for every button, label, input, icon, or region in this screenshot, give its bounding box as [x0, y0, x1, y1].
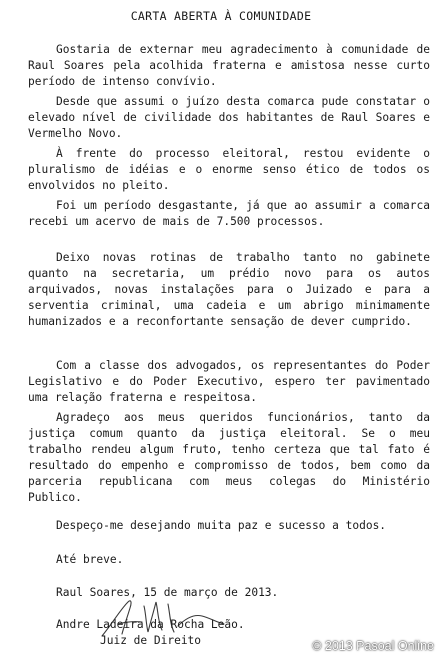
copyright-watermark: © 2013 Pasoal Online	[312, 639, 434, 653]
paragraph-civility: Desde que assumi o juízo desta comarca pude constatar o elevado nível de civilidade dos habitantes de Raul Soares e Vermelho Novo.	[28, 95, 430, 140]
paragraph-thanks: Gostaria de externar meu agradecimento à comunidade de Raul Soares pela acolhida fraterna e amistosa nesse curto período de intenso convívio.	[28, 43, 430, 88]
signer-name: Andre Ladeira da Rocha Leão.	[56, 618, 245, 631]
paragraph-farewell: Despeço-me desejando muita paz e sucesso a todos.	[56, 519, 387, 532]
paragraph-caseload: Foi um período desgastante, já que ao assumir a comarca recebi um acervo de mais de 7.500 processos.	[28, 199, 430, 228]
signer-role: Juiz de Direito	[100, 634, 202, 647]
paragraph-elections: À frente do processo eleitoral, restou evidente o pluralismo de idéias e o enorme senso ético de todos os envolvidos no pleito.	[28, 147, 430, 192]
paragraph-achievements: Deixo novas rotinas de trabalho tanto no gabinete quanto na secretaria, um prédio novo para os autos arquivados, novas instalações para o Juizado e para a serventia criminal, uma cadeia e um abrigo minimamente humanizados e a reconfortante sensação de dever cumprido.	[28, 251, 430, 328]
closing-text: Até breve.	[56, 553, 124, 566]
place-date: Raul Soares, 15 de março de 2013.	[56, 586, 279, 599]
paragraph-staff: Agradeço aos meus queridos funcionários, tanto da justiça comum quanto da justiça eleitoral. Se o meu trabalho rendeu algum fruto, tenho certeza que tal fato é resultado do empenho e compromisso de todos, bem como da parceria republicana com meus colegas do Ministério Publico.	[28, 411, 430, 504]
paragraph-relations: Com a classe dos advogados, os representantes do Poder Legislativo e do Poder Executivo, espero ter pavimentado uma relação fraterna e respeitosa.	[28, 359, 430, 404]
letter-title: CARTA ABERTA À COMUNIDADE	[130, 9, 312, 23]
